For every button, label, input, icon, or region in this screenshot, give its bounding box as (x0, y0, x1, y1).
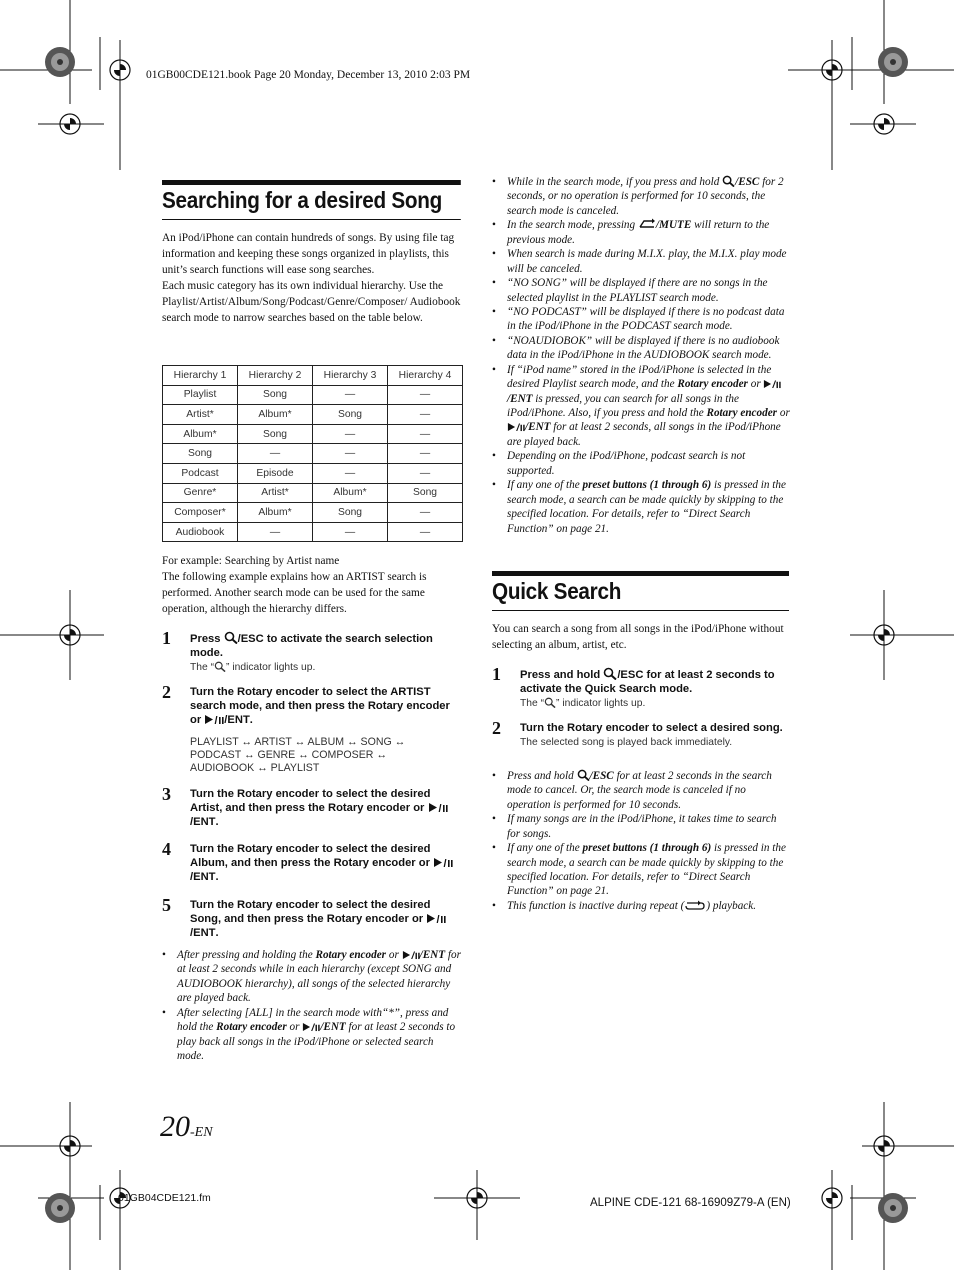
table-cell: Song (313, 405, 388, 425)
searching-intro (162, 230, 462, 326)
table-cell: Playlist (163, 385, 238, 405)
table-cell: — (313, 424, 388, 444)
svg-text:/: / (411, 951, 414, 960)
page-number-value: 20 (160, 1110, 190, 1143)
step-text-part: /ENT (190, 816, 216, 828)
table-cell: Song (163, 444, 238, 464)
search-icon (224, 631, 238, 644)
step-text-part: Rotary encoder (333, 857, 416, 869)
step-note: ” indicator lights up. (556, 698, 646, 709)
step-text-part: . (249, 714, 253, 726)
note-text: After pressing and holding the (177, 949, 316, 961)
note-text: for at least 2 seconds in the search mode to cancel. Or, the search mode is canceled if no operation is performed for 10 seconds. (507, 770, 772, 811)
table-row (163, 522, 463, 542)
step-5 (162, 895, 462, 942)
note-text: Rotary encoder (315, 949, 387, 961)
list-item: • “NO PODCAST” will be displayed if there is no podcast data in the iPod/iPhone in the PODCAST search mode. (492, 305, 790, 334)
list-item: • When search is made during M.I.X. play, the M.I.X. play mode will be canceled. (492, 247, 790, 276)
list-item (162, 948, 462, 1006)
section-title-searching: Searching for a desired Song (162, 180, 461, 220)
right-notes (492, 175, 790, 536)
step-text-part: Turn the (190, 899, 238, 911)
sequence-line: PODCAST ↔ GENRE ↔ COMPOSER ↔ (190, 749, 387, 761)
file-name: 01GB04CDE121.fm (118, 1192, 211, 1204)
note-text: /ENT (525, 421, 551, 434)
note-text: After selecting [ALL] in the search mode with“*”, press and hold the (177, 1006, 449, 1034)
quick-step-1 (492, 664, 790, 709)
step-text-part: Rotary encoder (237, 843, 320, 855)
note-text: This function is inactive during repeat ( (507, 899, 685, 912)
play-pause-icon (763, 379, 781, 389)
note-text: Rotary encoder (706, 407, 778, 420)
step-text-part: to activate the search selection mode. (190, 633, 433, 659)
table-cell: Composer* (163, 503, 238, 523)
table-header: Hierarchy 3 (313, 366, 388, 386)
table-cell: — (313, 522, 388, 542)
svg-text:/: / (436, 914, 440, 924)
product-code: ALPINE CDE-121 68-16909Z79-A (EN) (590, 1197, 791, 1209)
note-text: is pressed in the search mode, a search can be made quickly by skipping to the specified location. For details, refer to “Direct Search Function” on page 21. (507, 842, 786, 898)
note-text: In the search mode, pressing (507, 219, 638, 232)
play-pause-icon (204, 714, 224, 725)
step-text-part: or (415, 857, 434, 869)
svg-text:/: / (214, 715, 218, 725)
step-text (190, 685, 462, 727)
step-text-part: Rotary encoder (237, 788, 320, 800)
table-cell: Podcast (163, 463, 238, 483)
play-pause-icon (428, 802, 448, 813)
table-row (163, 463, 463, 483)
table-cell: — (388, 503, 463, 523)
list-item (492, 899, 790, 913)
table-cell: Album* (313, 483, 388, 503)
note-text: is pressed, you can search for all songs in the iPod/iPhone. Also, if you press and hold the (507, 392, 739, 420)
step-text-part: to select the desired Album, and then press the (190, 843, 431, 869)
step-text (520, 721, 790, 750)
table-row (163, 503, 463, 523)
page-number-suffix: -EN (190, 1125, 213, 1140)
step-text-part: or (190, 714, 205, 726)
table-header: Hierarchy 1 (163, 366, 238, 386)
list-item: • “NOAUDIOBOK” will be displayed if there is no audiobook data in the iPod/iPhone in the AUDIOBOOK search mode. (492, 334, 790, 363)
table-cell: — (388, 424, 463, 444)
table-cell: Artist* (238, 483, 313, 503)
step-note: The selected song is played back immediately. (520, 737, 733, 748)
step-text-part: Rotary encoder (237, 686, 320, 698)
note-text: While in the search mode, if you press and hold (507, 176, 723, 188)
searching-notes (162, 948, 462, 1063)
intro-paragraph-1: An iPod/iPhone can contain hundreds of songs. By using file tag information and keeping these songs organized in playlists, this unit’s search functions will ease song searches. (162, 232, 455, 276)
note-text: /ESC (589, 770, 614, 782)
step-text-part: /ENT (190, 871, 216, 883)
svg-text:/: / (443, 858, 447, 868)
table-header-row (163, 366, 463, 386)
table-cell: Album* (238, 405, 313, 425)
note-text: /ESC (735, 176, 760, 188)
step-text-part: Press and hold (520, 669, 604, 681)
table-cell: Song (388, 483, 463, 503)
step-text-part: . (215, 816, 219, 828)
list-item: • “NO SONG” will be displayed if there are no songs in the selected playlist in the PLAYLIST search mode. (492, 276, 790, 305)
table-cell: Genre* (163, 483, 238, 503)
table-cell: — (388, 463, 463, 483)
step-4 (162, 839, 462, 886)
svg-text:/: / (516, 423, 520, 433)
note-text: is pressed in the search mode, a search can be made quickly by skipping to the specified location. For details, refer to “Direct Search Function” on page 21. (507, 479, 786, 535)
step-text-part: Press (190, 633, 224, 645)
step-number: 5 (162, 895, 171, 915)
note-text: will return to the previous mode. (507, 219, 770, 246)
table-row (163, 444, 463, 464)
note-text: Rotary encoder (216, 1021, 287, 1034)
table-cell: — (388, 385, 463, 405)
step-number: 1 (162, 628, 171, 648)
left-column (162, 180, 462, 220)
svg-text:/: / (438, 803, 442, 813)
note-text: /ENT (419, 949, 446, 961)
step-text-part: /ESC (617, 669, 644, 681)
note-text: or (777, 407, 790, 420)
note-text: ) playback. (706, 899, 757, 912)
step-text-part: for at least 2 seconds to activate the Quick Search mode. (520, 669, 775, 695)
section-title-quick-search: Quick Search (492, 571, 789, 611)
sequence-line: PLAYLIST ↔ ARTIST ↔ ALBUM ↔ SONG ↔ (190, 736, 406, 748)
play-pause-icon (402, 950, 420, 960)
table-cell: Album* (163, 424, 238, 444)
note-text: If “iPod name” stored in the iPod/iPhone is selected in the desired Playlist search mode, and the (507, 363, 772, 391)
step-text-part: Turn the (190, 788, 238, 800)
step-text-part: Turn the (520, 722, 568, 734)
step-number: 3 (162, 784, 171, 804)
list-item (492, 841, 790, 899)
step-text-part: Rotary encoder (367, 700, 450, 712)
step-3 (162, 784, 462, 831)
search-icon (214, 661, 226, 672)
step-text (520, 667, 790, 711)
table-cell: Song (238, 385, 313, 405)
search-icon (722, 175, 735, 187)
quick-step-2 (492, 718, 790, 763)
step-text (190, 842, 462, 884)
step-text-part: /ENT (190, 927, 216, 939)
step-text-part: Turn the (190, 686, 238, 698)
table-cell: — (313, 385, 388, 405)
note-text: for 2 seconds, or no operation is performed for 10 seconds, the search mode is canceled. (507, 176, 784, 217)
quick-search-notes (492, 769, 790, 913)
list-item (492, 175, 790, 218)
step-note: The “ (520, 698, 545, 709)
note-text: /ENT (320, 1021, 346, 1034)
play-pause-icon (426, 913, 446, 924)
intro-paragraph-2: Each music category has its own individual hierarchy. Use the Playlist/Artist/Album/Song/Podcast/Genre/Composer/ Audiobook search mode to narrow searches based on the table below. (162, 280, 461, 324)
list-item (492, 478, 790, 536)
list-item (492, 769, 790, 812)
hierarchy-table (162, 365, 463, 542)
table-cell: — (238, 444, 313, 464)
note-text: or (286, 1021, 303, 1034)
table-cell: Episode (238, 463, 313, 483)
table-cell: Album* (238, 503, 313, 523)
play-pause-icon (302, 1022, 320, 1032)
step-text-part: Rotary encoder (328, 802, 411, 814)
step-text-part: Turn the (190, 843, 238, 855)
svg-text:/: / (772, 380, 776, 390)
list-item (492, 363, 790, 449)
list-item: • Depending on the iPod/iPhone, podcast search is not supported. (492, 449, 790, 478)
step-number: 2 (162, 682, 171, 702)
table-cell: Song (238, 424, 313, 444)
note-text: /ENT (507, 392, 533, 405)
step-text-part: /ESC (237, 633, 264, 645)
table-row (163, 424, 463, 444)
play-pause-icon (507, 422, 525, 432)
note-text: preset buttons (1 through 6) (582, 842, 712, 855)
step-text (190, 631, 462, 675)
search-icon (603, 667, 617, 680)
step-text-part: . (215, 871, 219, 883)
table-header: Hierarchy 2 (238, 366, 313, 386)
step-text-part: Rotary encoder (237, 899, 320, 911)
step-1 (162, 628, 462, 673)
step-note: The “ (190, 662, 215, 673)
step-text-part: to select the desired Song, and then press the (190, 899, 431, 925)
note-text: for at least 2 seconds while in each hierarchy (except SONG and AUDIOBOOK hierarchy), all songs of the selected hierarchy are played back. (177, 949, 461, 1005)
step-text-part: to select the desired Artist, and then press the (190, 788, 431, 814)
book-header: 01GB00CDE121.book Page 20 Monday, December 13, 2010 2:03 PM (146, 69, 471, 81)
table-cell: — (238, 522, 313, 542)
step-number: 1 (492, 664, 501, 684)
step-text (190, 898, 462, 940)
note-text: for at least 2 seconds, all songs in the iPod/iPhone are played back. (507, 421, 781, 448)
table-header: Hierarchy 4 (388, 366, 463, 386)
note-text: Rotary encoder (677, 378, 748, 391)
step-note: ” indicator lights up. (226, 662, 316, 673)
step-text-part: . (215, 927, 219, 939)
note-text: preset buttons (1 through 6) (582, 479, 712, 492)
step-text-part: to select the ARTIST search mode, and then press the (190, 686, 431, 712)
list-item: • If many songs are in the iPod/iPhone, it takes time to search for songs. (492, 812, 790, 841)
svg-text:/: / (311, 1023, 315, 1033)
list-item (162, 1006, 462, 1064)
play-pause-icon (433, 857, 453, 868)
step-text (190, 787, 462, 829)
example-paragraph-1: For example: Searching by Artist name (162, 555, 340, 567)
repeat-icon (684, 900, 706, 911)
table-cell: — (388, 405, 463, 425)
step-text-part: or (410, 802, 428, 814)
step-number: 2 (492, 718, 501, 738)
note-text: If any one of the (507, 479, 583, 492)
example-text (162, 553, 462, 617)
table-cell: — (313, 444, 388, 464)
page-number (160, 1110, 213, 1144)
search-icon (544, 697, 556, 708)
search-mode-sequence (190, 736, 462, 775)
return-icon (638, 218, 656, 230)
step-number: 4 (162, 839, 171, 859)
note-text: or (747, 378, 764, 391)
table-row (163, 483, 463, 503)
list-item (492, 218, 790, 247)
note-text: /MUTE (655, 219, 692, 232)
table-cell: — (313, 463, 388, 483)
table-row (163, 385, 463, 405)
table-cell: Song (313, 503, 388, 523)
step-2 (162, 682, 462, 729)
table-cell: — (388, 522, 463, 542)
note-text: Press and hold (507, 770, 577, 782)
step-text-part: Rotary encoder (567, 722, 650, 734)
quick-search-intro: You can search a song from all songs in the iPod/iPhone without selecting an album, artist, etc. (492, 623, 784, 651)
note-text: If any one of the (507, 842, 583, 855)
step-text-part: or (408, 913, 427, 925)
table-cell: Artist* (163, 405, 238, 425)
note-text: for at least 2 seconds to play back all songs in the iPod/iPhone or selected search mode. (177, 1021, 456, 1062)
note-text: or (386, 949, 402, 961)
table-cell: Audiobook (163, 522, 238, 542)
table-row (163, 405, 463, 425)
step-text-part: to select a desired song. (649, 722, 783, 734)
step-text-part: /ENT (224, 714, 250, 726)
search-icon (577, 769, 590, 781)
sequence-line: AUDIOBOOK ↔ PLAYLIST (190, 762, 320, 774)
table-cell: — (388, 444, 463, 464)
quick-search-header (492, 571, 790, 611)
hierarchy-table-wrap (162, 365, 463, 542)
step-text-part: Rotary encoder (326, 913, 409, 925)
example-paragraph-2: The following example explains how an ARTIST search is performed. Another search mode can be used for the same operation, although the hierarchy differs. (162, 571, 427, 615)
